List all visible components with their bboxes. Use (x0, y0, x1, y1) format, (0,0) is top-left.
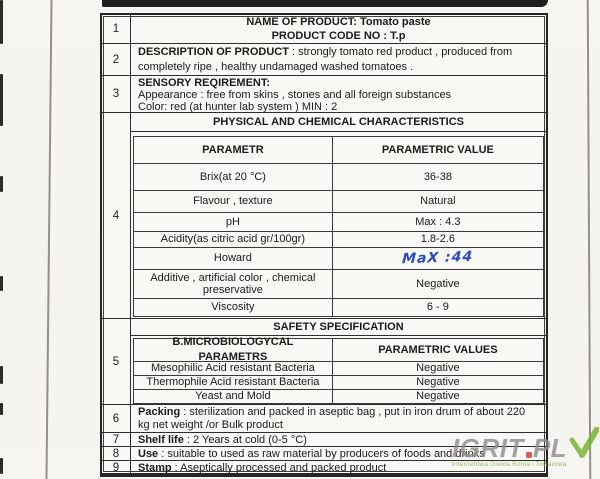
scan-edge-mark (0, 0, 3, 44)
inner-table-header-row (134, 336, 543, 363)
table-row (102, 113, 546, 319)
appearance-line: Appearance : free from skins , stones and all foreign substances (138, 89, 452, 102)
watermark-tagline: Internetowa Gielda Rolna i Towarowa (452, 461, 567, 468)
table-row (134, 376, 543, 390)
use-label: Use (138, 447, 159, 460)
shelf-life-text: : 2 Years at cold (0-5 °C) (183, 433, 307, 446)
table-row (134, 390, 543, 403)
stamp-cell (131, 461, 546, 475)
right-margin-line (587, 0, 591, 479)
table-row (134, 164, 543, 191)
packing-label: Packing (138, 406, 181, 418)
packing-text: : sterilization and packed in aseptic bag , put in iron drum of about 220 kg net weight /or Bulk product (138, 406, 526, 431)
physical-chemical-section (131, 113, 546, 318)
scan-edge-mark (0, 458, 3, 474)
description-text: : strongly tomato red product , produced from completely ripe , healthy undamaged washed tomatoes . (138, 46, 513, 73)
table-row (134, 248, 543, 270)
stamp-text: : Aseptically processed and packed product (171, 461, 387, 474)
value-cell: Negative (416, 277, 460, 290)
scan-edge-mark (0, 74, 3, 126)
table-row (102, 461, 546, 475)
table-row (102, 15, 546, 44)
scan-edge-mark (0, 176, 3, 192)
value-cell: Negative (416, 376, 460, 388)
left-margin-line (45, 0, 52, 479)
value-cell: 1.8-2.6 (420, 233, 455, 245)
param-cell: Brix(at 20 °C) (134, 164, 333, 190)
table-row (102, 44, 546, 76)
table-row (102, 76, 546, 113)
inner-table-header-row (134, 137, 543, 164)
param-cell: Additive , artificial color , chemical preservative (134, 270, 333, 298)
packing-cell (131, 405, 546, 432)
value-cell: Natural (420, 195, 456, 207)
row-number: 5 (102, 319, 131, 404)
column-header: PARAMETR (134, 137, 333, 163)
scan-edge-mark (0, 366, 3, 384)
table-row (102, 405, 546, 433)
section-title: SAFETY SPECIFICATION (131, 319, 546, 336)
param-cell: Viscosity (134, 299, 333, 316)
color-line: Color: red (at hunter lab system ) MIN : 2 (138, 101, 338, 114)
table-row (134, 299, 543, 316)
table-row (102, 433, 546, 447)
shelf-life-label: Shelf life (138, 433, 184, 446)
value-cell: 6 - 9 (426, 301, 449, 313)
product-name-cell (131, 15, 546, 43)
use-cell (131, 447, 546, 460)
row-number: 2 (102, 44, 131, 75)
param-cell: Flavour , texture (134, 191, 333, 212)
value-cell: Max : 4.3 (415, 215, 461, 228)
scan-edge-mark (0, 403, 3, 415)
stamp-label: Stamp (138, 461, 172, 474)
table-row (134, 232, 543, 248)
value-cell: Negative (416, 390, 460, 402)
description-label: DESCRIPTION OF PRODUCT (138, 46, 289, 58)
param-cell: Acidity(as citric acid gr/100gr) (134, 232, 333, 247)
value-cell: Negative (416, 362, 460, 374)
row-number: 7 (102, 433, 131, 446)
product-name-line: NAME OF PRODUCT: Tomato paste (246, 16, 431, 28)
previous-table-edge-artifact (102, 0, 548, 7)
row-number: 4 (102, 113, 131, 318)
table-row (102, 447, 546, 461)
shelf-life-cell (131, 433, 546, 446)
description-cell (131, 44, 546, 75)
param-cell: Howard (134, 248, 333, 269)
safety-section (131, 319, 546, 404)
column-header: PARAMETRIC VALUES (378, 343, 498, 356)
row-number: 3 (102, 76, 131, 112)
param-cell: Thermophile Acid resistant Bacteria (134, 376, 333, 389)
sensory-cell (131, 76, 546, 112)
table-row (134, 213, 543, 232)
leaf-check-icon (569, 427, 599, 459)
use-text: : suitable to used as raw material by producers of foods and drinks (158, 447, 485, 460)
row-number: 1 (102, 15, 131, 43)
product-spec-table (100, 13, 548, 477)
row-number: 6 (102, 405, 131, 432)
value-cell (333, 248, 543, 269)
param-cell: pH (134, 213, 333, 231)
physical-chemical-table (133, 136, 544, 317)
column-header: B.MICROBIOLOGYCAL PARAMETRS (134, 339, 333, 361)
table-row (102, 319, 546, 405)
row-number: 9 (102, 461, 131, 475)
value-cell: 36-38 (423, 170, 452, 183)
scan-edge-mark (0, 276, 3, 291)
product-code-line: PRODUCT CODE NO : T.p (271, 29, 406, 42)
table-row (134, 191, 543, 213)
microbiological-table (133, 338, 544, 404)
column-header: PARAMETRIC VALUE (381, 143, 494, 156)
watermark-tld-text: PL (532, 433, 568, 463)
table-row (134, 270, 543, 299)
watermark-brand-text: IGRIT (452, 433, 524, 463)
section-title: PHYSICAL AND CHEMICAL CHARACTERISTICS (131, 113, 546, 132)
param-cell: Yeast and Mold (134, 390, 333, 403)
handwritten-value: MaX :44 (401, 248, 475, 268)
row-number: 8 (102, 447, 131, 460)
table-row (134, 362, 543, 376)
sensory-label: SENSORY REQIREMENT: (138, 77, 271, 89)
param-cell: Mesophilic Acid resistant Bacteria (134, 362, 333, 375)
